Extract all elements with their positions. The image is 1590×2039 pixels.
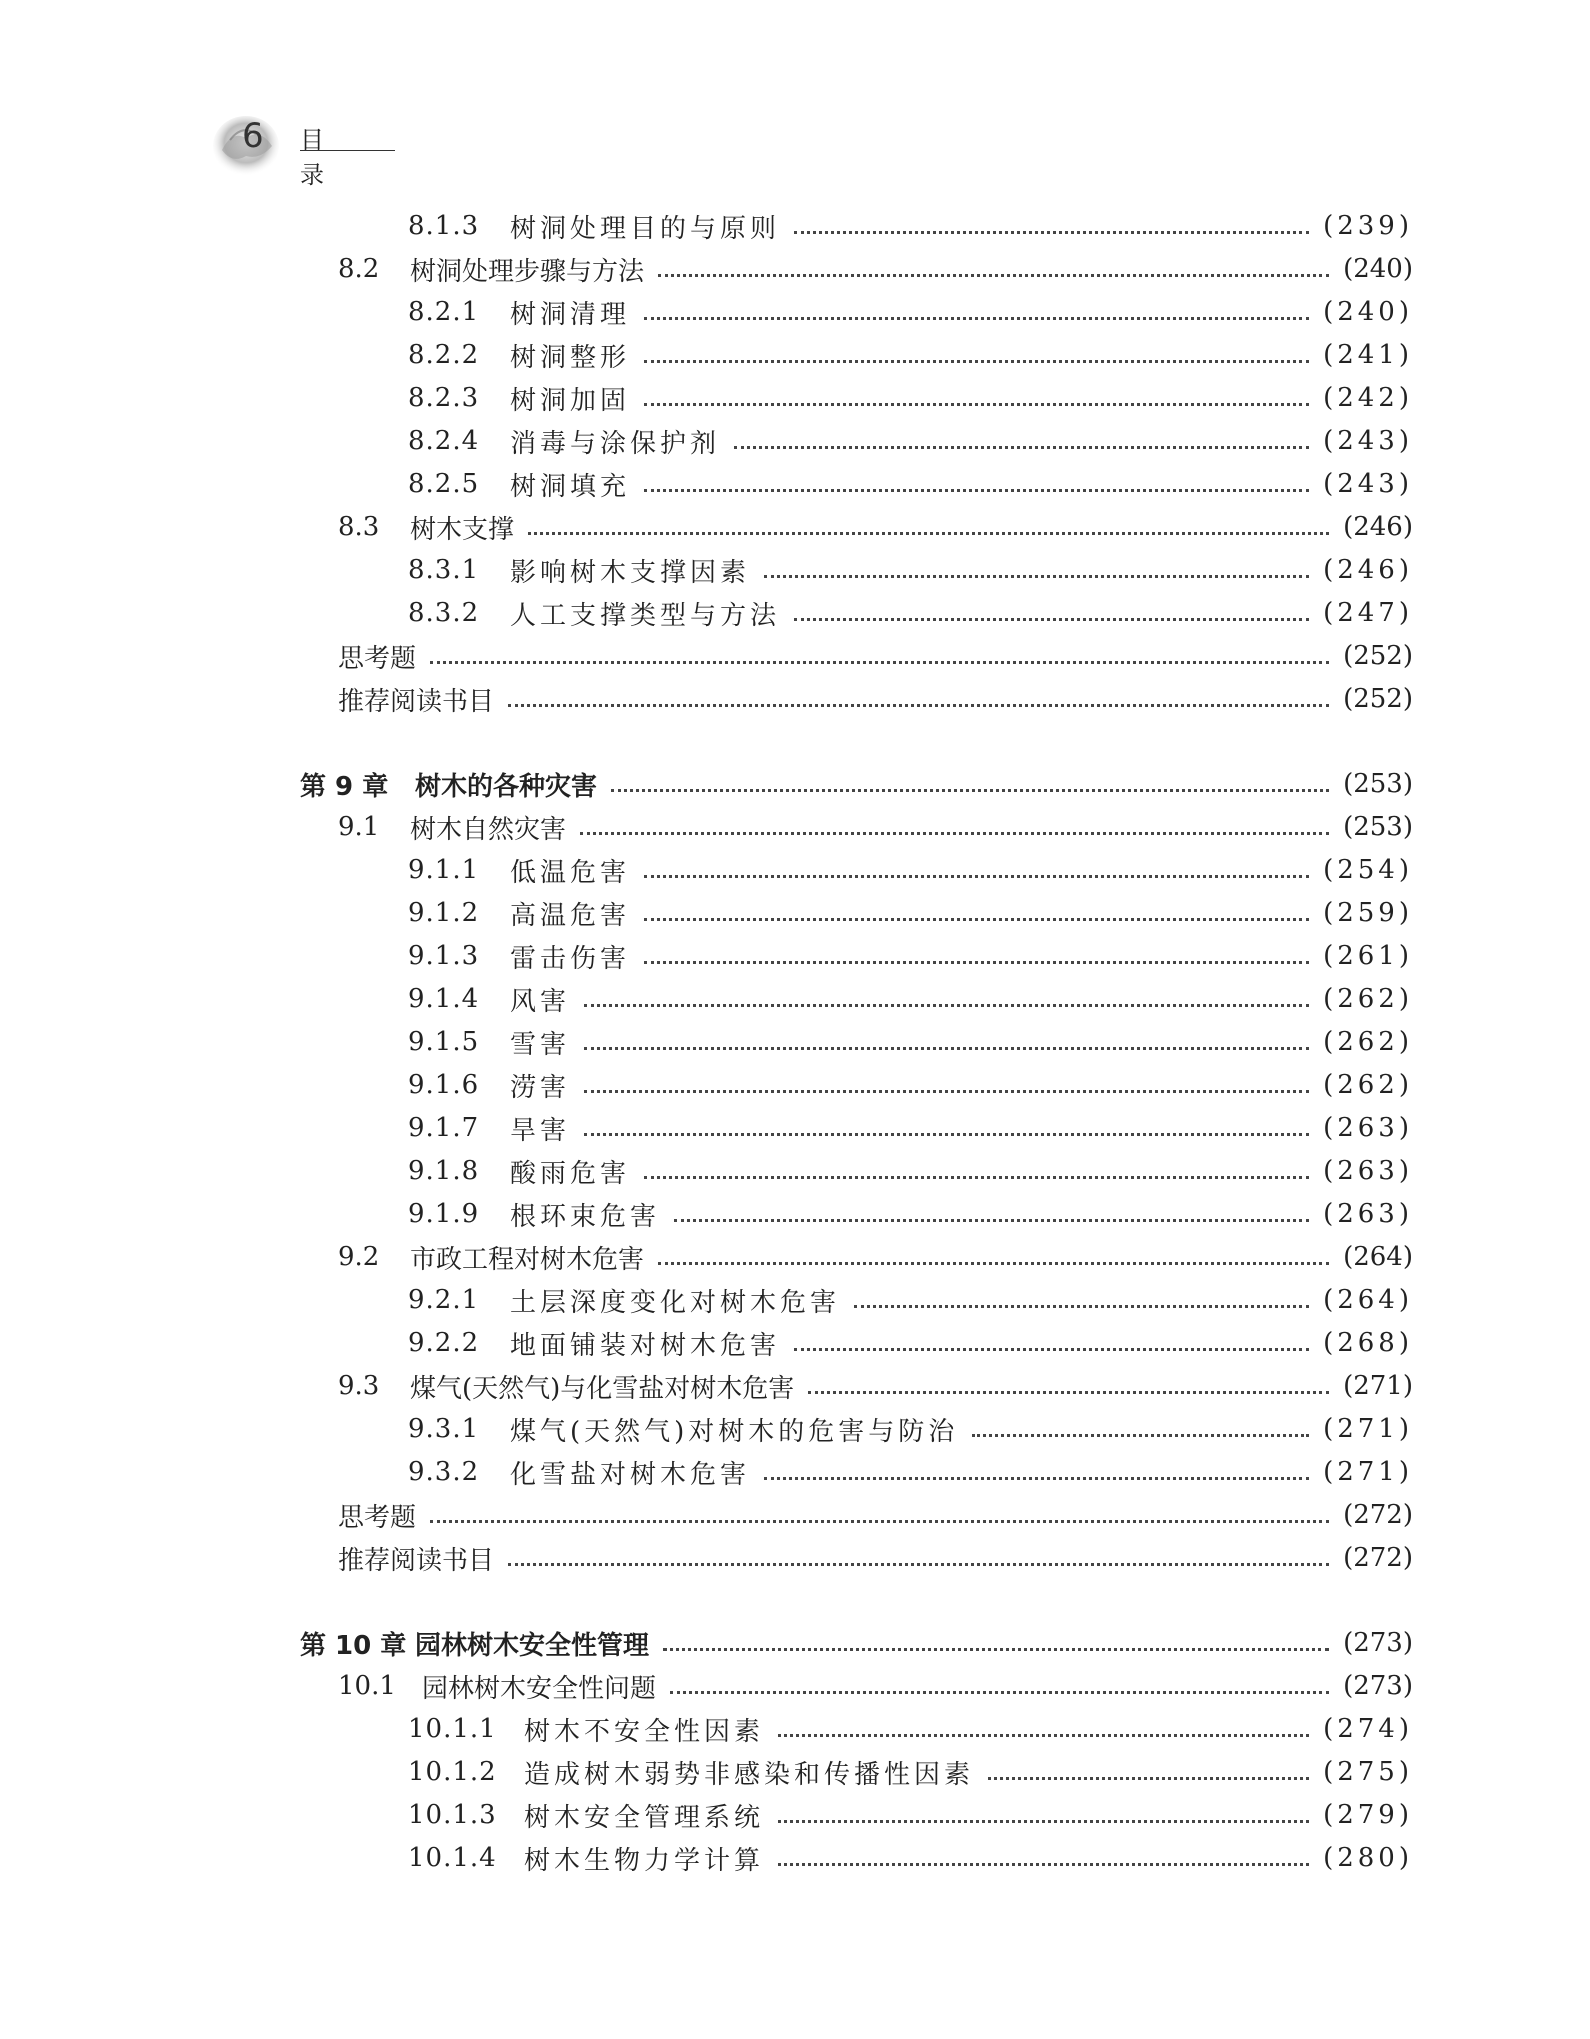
toc-page-number: (253) (1343, 769, 1413, 799)
toc-entry-title: 煤气(天然气)与化雪盐对树木危害 (410, 1373, 795, 1404)
toc-entry-number: 9.1.9 (408, 1199, 480, 1229)
toc-entry[interactable] (408, 207, 1413, 245)
dot-leader (658, 274, 1329, 277)
toc-entry-title: 人工支撑类型与方法 (510, 600, 781, 631)
toc-entry[interactable] (338, 508, 1413, 546)
toc-entry[interactable] (338, 1667, 1413, 1705)
toc-entry[interactable] (408, 851, 1413, 889)
toc-page-number: (264) (1343, 1242, 1413, 1272)
toc-entry[interactable] (408, 1152, 1413, 1190)
toc-entry-title: 造成树木弱势非感染和传播性因素 (524, 1759, 975, 1790)
dot-leader (658, 1262, 1329, 1265)
toc-entry[interactable] (338, 1367, 1413, 1405)
toc-entry-title: 思考题 (338, 643, 417, 674)
toc-entry-number: 8.1.3 (408, 211, 480, 241)
toc-page-number: (241) (1323, 340, 1413, 370)
toc-page-number: (273) (1343, 1671, 1413, 1701)
toc-entry-title: 树洞加固 (510, 385, 631, 416)
dot-leader (644, 961, 1309, 964)
toc-entry-number: 9.1.3 (408, 941, 480, 971)
toc-chapter-entry[interactable] (300, 765, 1413, 803)
toc-entry[interactable] (408, 894, 1413, 932)
dot-leader (584, 1004, 1309, 1007)
dot-leader (764, 1477, 1309, 1480)
header-rule (300, 150, 395, 151)
toc-page-number: (240) (1343, 254, 1413, 284)
toc-entry-number: 9.3.1 (408, 1414, 480, 1444)
dot-leader (663, 1648, 1329, 1651)
toc-entry-title: 酸雨危害 (510, 1158, 631, 1189)
toc-entry[interactable] (408, 594, 1413, 632)
toc-page-number: (268) (1323, 1328, 1413, 1358)
toc-entry-number: 9.1.6 (408, 1070, 480, 1100)
toc-page-number: (261) (1323, 941, 1413, 971)
toc-entry-number: 9.1.2 (408, 898, 480, 928)
dot-leader (794, 618, 1309, 621)
toc-entry-number: 8.2.5 (408, 469, 480, 499)
toc-entry[interactable] (408, 336, 1413, 374)
dot-leader (584, 1133, 1309, 1136)
toc-entry[interactable] (338, 808, 1413, 846)
dot-leader (644, 489, 1309, 492)
dot-leader (794, 1348, 1309, 1351)
toc-page-number: (279) (1323, 1800, 1413, 1830)
toc-entry[interactable] (408, 1066, 1413, 1104)
toc-entry-title: 消毒与涂保护剂 (510, 428, 721, 459)
toc-entry[interactable] (408, 1710, 1413, 1748)
toc-entry-number: 10.1 (338, 1671, 396, 1701)
toc-entry[interactable] (408, 1753, 1413, 1791)
dot-leader (972, 1434, 1309, 1437)
toc-entry[interactable] (408, 1324, 1413, 1362)
toc-entry-title: 树洞整形 (510, 342, 631, 373)
toc-page-number: (243) (1323, 469, 1413, 499)
toc-page-number: (240) (1323, 297, 1413, 327)
toc-entry-number: 10.1.1 (408, 1714, 497, 1744)
toc-page-number: (274) (1323, 1714, 1413, 1744)
toc-page-number: (253) (1343, 812, 1413, 842)
toc-entry-number: 8.2.4 (408, 426, 480, 456)
dot-leader (644, 403, 1309, 406)
toc-entry-number: 8.2.1 (408, 297, 480, 327)
toc-entry-title: 树木支撑 (410, 514, 515, 545)
dot-leader (644, 317, 1309, 320)
toc-entry[interactable] (408, 379, 1413, 417)
dot-leader (734, 446, 1309, 449)
dot-leader (584, 1047, 1309, 1050)
toc-entry-number: 第 9 章 (300, 771, 389, 802)
toc-entry-number: 9.1.5 (408, 1027, 480, 1057)
toc-entry[interactable] (408, 1281, 1413, 1319)
dot-leader (430, 661, 1329, 664)
toc-entry-title: 园林树木安全性管理 (415, 1630, 650, 1661)
toc-chapter-entry[interactable] (300, 1624, 1413, 1662)
toc-entry[interactable] (408, 980, 1413, 1018)
toc-entry-number: 8.3.2 (408, 598, 480, 628)
toc-entry-number: 9.2.1 (408, 1285, 480, 1315)
dot-leader (794, 231, 1309, 234)
toc-entry-number: 9.2 (338, 1242, 380, 1272)
toc-entry-number: 10.1.3 (408, 1800, 497, 1830)
dot-leader (580, 832, 1329, 835)
dot-leader (508, 1563, 1329, 1566)
dot-leader (584, 1090, 1309, 1093)
toc-entry-number: 9.1.4 (408, 984, 480, 1014)
toc-entry[interactable] (338, 1238, 1413, 1276)
toc-entry-title: 树木安全管理系统 (524, 1802, 765, 1833)
toc-entry-number: 8.2.3 (408, 383, 480, 413)
dot-leader (430, 1520, 1329, 1523)
toc-entry[interactable] (338, 637, 1413, 675)
toc-entry-title: 雷击伤害 (510, 943, 631, 974)
toc-page-number: (252) (1343, 684, 1413, 714)
toc-entry-title: 思考题 (338, 1502, 417, 1533)
toc-entry-number: 8.2 (338, 254, 380, 284)
toc-page-number: (263) (1323, 1156, 1413, 1186)
toc-entry-title: 推荐阅读书目 (338, 686, 495, 717)
toc-entry-title: 树木生物力学计算 (524, 1845, 765, 1876)
toc-page-number: (263) (1323, 1199, 1413, 1229)
toc-entry[interactable] (408, 465, 1413, 503)
toc-entry[interactable] (408, 1796, 1413, 1834)
toc-entry[interactable] (408, 1453, 1413, 1491)
section-title: 目 录 (300, 126, 346, 189)
toc-entry[interactable] (338, 680, 1413, 718)
dot-leader (644, 360, 1309, 363)
toc-page-number: (246) (1343, 512, 1413, 542)
toc-entry-title: 地面铺装对树木危害 (510, 1330, 781, 1361)
toc-page-number: (247) (1323, 598, 1413, 628)
toc-entry-title: 根环束危害 (510, 1201, 661, 1232)
page-number: 6 (242, 116, 264, 156)
toc-entry[interactable] (338, 1496, 1413, 1534)
dot-leader (644, 875, 1309, 878)
toc-entry-title: 市政工程对树木危害 (410, 1244, 645, 1275)
toc-page-number: (239) (1323, 211, 1413, 241)
toc-entry-title: 风害 (510, 986, 571, 1017)
toc-entry[interactable] (408, 1023, 1413, 1061)
dot-leader (508, 704, 1329, 707)
toc-entry[interactable] (338, 1539, 1413, 1577)
toc-page-number: (264) (1323, 1285, 1413, 1315)
toc-entry-number: 8.3.1 (408, 555, 480, 585)
toc-page-number: (271) (1323, 1414, 1413, 1444)
dot-leader (778, 1734, 1309, 1737)
dot-leader (644, 1176, 1309, 1179)
toc-entry[interactable] (408, 1195, 1413, 1233)
toc-entry-title: 树洞填充 (510, 471, 631, 502)
toc-entry-title: 高温危害 (510, 900, 631, 931)
toc-entry-number: 9.1 (338, 812, 380, 842)
toc-entry[interactable] (338, 250, 1413, 288)
toc-page-number: (246) (1323, 555, 1413, 585)
toc-entry-number: 9.1.8 (408, 1156, 480, 1186)
toc-page-number: (275) (1323, 1757, 1413, 1787)
toc-page-number: (263) (1323, 1113, 1413, 1143)
toc-page-number: (272) (1343, 1500, 1413, 1530)
toc-entry-number: 9.3 (338, 1371, 380, 1401)
toc-entry-title: 推荐阅读书目 (338, 1545, 495, 1576)
toc-entry-title: 树洞清理 (510, 299, 631, 330)
toc-entry-title: 园林树木安全性问题 (422, 1673, 657, 1704)
toc-page-number: (262) (1323, 1027, 1413, 1057)
toc-entry[interactable] (408, 551, 1413, 589)
toc-entry-number: 9.1.7 (408, 1113, 480, 1143)
dot-leader (764, 575, 1309, 578)
toc-entry-number: 8.3 (338, 512, 380, 542)
dot-leader (988, 1777, 1309, 1780)
toc-entry-number: 8.2.2 (408, 340, 480, 370)
toc-page-number: (262) (1323, 1070, 1413, 1100)
toc-page-number: (254) (1323, 855, 1413, 885)
dot-leader (808, 1391, 1329, 1394)
toc-page-number: (262) (1323, 984, 1413, 1014)
dot-leader (528, 532, 1329, 535)
toc-entry-title: 树木的各种灾害 (415, 771, 598, 802)
toc-entry-title: 树洞处理目的与原则 (510, 213, 781, 244)
toc-entry[interactable] (408, 937, 1413, 975)
toc-entry-title: 旱害 (510, 1115, 571, 1146)
dot-leader (854, 1305, 1309, 1308)
dot-leader (674, 1219, 1309, 1222)
toc-entry-title: 化雪盐对树木危害 (510, 1459, 751, 1490)
toc-entry-title: 涝害 (510, 1072, 571, 1103)
toc-entry-title: 影响树木支撑因素 (510, 557, 751, 588)
toc-page-number: (273) (1343, 1628, 1413, 1658)
toc-entry-number: 9.3.2 (408, 1457, 480, 1487)
toc-entry[interactable] (408, 1109, 1413, 1147)
toc-page-number: (271) (1323, 1457, 1413, 1487)
dot-leader (778, 1863, 1309, 1866)
dot-leader (778, 1820, 1309, 1823)
toc-entry-number: 9.1.1 (408, 855, 480, 885)
toc-entry-number: 10.1.4 (408, 1843, 497, 1873)
toc-entry[interactable] (408, 1410, 1413, 1448)
toc-page-number: (280) (1323, 1843, 1413, 1873)
dot-leader (611, 789, 1329, 792)
toc-entry-title: 煤气(天然气)对树木的危害与防治 (510, 1416, 959, 1447)
toc-entry[interactable] (408, 293, 1413, 331)
toc-page-number: (242) (1323, 383, 1413, 413)
dot-leader (644, 918, 1309, 921)
toc-entry-title: 土层深度变化对树木危害 (510, 1287, 841, 1318)
toc-page-number: (243) (1323, 426, 1413, 456)
toc-entry-number: 9.2.2 (408, 1328, 480, 1358)
dot-leader (670, 1691, 1329, 1694)
running-header (212, 110, 392, 189)
toc-entry[interactable] (408, 1839, 1413, 1877)
toc-entry[interactable] (408, 422, 1413, 460)
toc-page-number: (271) (1343, 1371, 1413, 1401)
toc-entry-title: 低温危害 (510, 857, 631, 888)
toc-page-number: (259) (1323, 898, 1413, 928)
toc-entry-title: 树木不安全性因素 (524, 1716, 765, 1747)
toc-entry-title: 树木自然灾害 (410, 814, 567, 845)
toc-entry-title: 树洞处理步骤与方法 (410, 256, 645, 287)
toc-entry-title: 雪害 (510, 1029, 571, 1060)
toc-page-number: (252) (1343, 641, 1413, 671)
toc-page-number: (272) (1343, 1543, 1413, 1573)
toc-entry-number: 第 10 章 (300, 1630, 407, 1661)
toc-entry-number: 10.1.2 (408, 1757, 497, 1787)
